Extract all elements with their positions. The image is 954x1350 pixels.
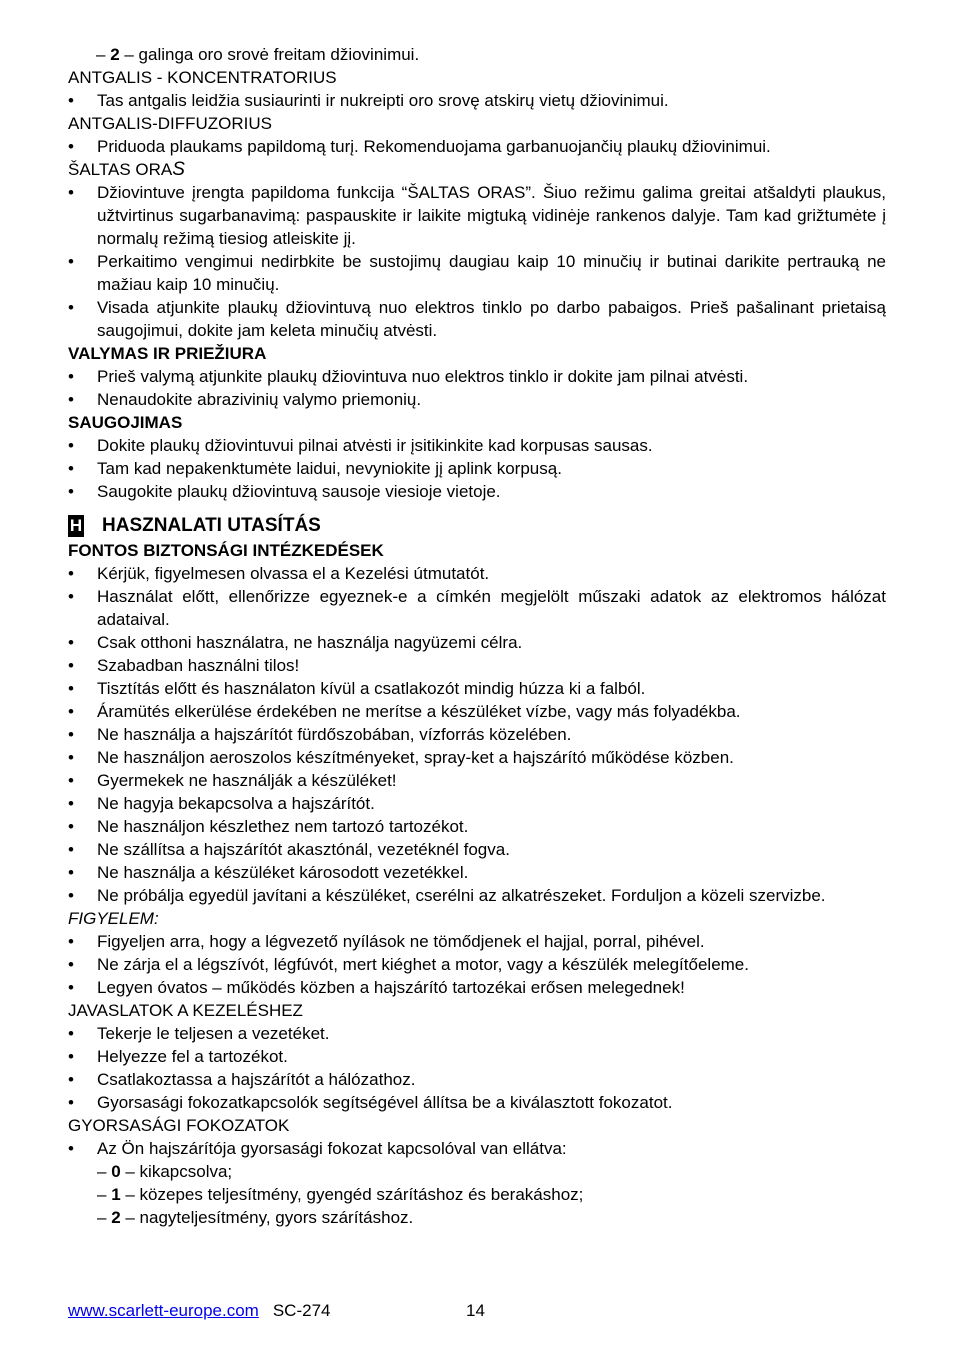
bullet-icon: • [68, 633, 74, 652]
bullet-icon: • [68, 564, 74, 583]
list-item: • Használat előtt, ellenőrizze egyeznek-e a címkén megjelölt műszaki adatok az elektromos hálózat adataival. [68, 587, 886, 629]
bullet-icon: • [68, 459, 74, 478]
list-item: • Figyeljen arra, hogy a légvezető nyílások ne tömődjenek el hajjal, porral, pihével. [68, 932, 705, 951]
page-number: 14 [466, 1301, 485, 1320]
bullet-icon: • [68, 817, 74, 836]
bullet-icon: • [68, 840, 74, 859]
list-item: • Ne szállítsa a hajszárítót akasztónál, vezetéknél fogva. [68, 840, 510, 859]
bullet-icon: • [68, 390, 74, 409]
manual-page [68, 43, 886, 1229]
bullet-icon: • [68, 1070, 74, 1089]
website-link[interactable]: www.scarlett-europe.com [68, 1301, 259, 1320]
bullet-icon: • [68, 863, 74, 882]
bullet-icon: • [68, 748, 74, 767]
bullet-icon: • [68, 298, 74, 317]
bullet-icon: • [68, 794, 74, 813]
list-item: • Gyermekek ne használják a készüléket! [68, 771, 397, 790]
list-item: • Csatlakoztassa a hajszárítót a hálózathoz. [68, 1070, 416, 1089]
storage-heading: SAUGOJIMAS [68, 413, 183, 432]
list-item: • Ne használjon aeroszolos készítményeket, spray-ket a hajszárító működése közben. [68, 748, 734, 767]
model-number: SC-274 [272, 1301, 331, 1320]
list-item: • Legyen óvatos – működés közben a hajszárító tartozékai erősen melegednek! [68, 978, 685, 997]
bullet-icon: • [68, 482, 74, 501]
list-item: • Helyezze fel a tartozékot. [68, 1047, 288, 1066]
bullet-icon: • [68, 137, 74, 156]
bullet-icon: • [68, 91, 74, 110]
list-item: • Saugokite plaukų džiovintuvą sausoje viesioje vietoje. [68, 482, 501, 501]
list-item: • Perkaitimo vengimui nedirbkite be sustojimų daugiau kaip 10 minučių ir butinai darikite pertrauką ne mažiau kaip 10 minučių. [68, 252, 886, 294]
list-item: • Áramütés elkerülése érdekében ne merítse a készüléket vízbe, vagy más folyadékba. [68, 702, 741, 721]
bullet-icon: • [68, 1047, 74, 1066]
bullet-icon: • [68, 886, 74, 905]
list-item: • Tas antgalis leidžia susiaurinti ir nukreipti oro srovę atskirų vietų džiovinimui. [68, 91, 669, 110]
list-item: • Priduoda plaukams papildomą turį. Rekomenduojama garbanuojančių plaukų džiovinimui. [68, 137, 771, 156]
list-item: • Szabadban használni tilos! [68, 656, 300, 675]
bullet-icon: • [68, 1093, 74, 1112]
section-title [68, 513, 886, 539]
list-item: • Csak otthoni használatra, ne használja nagyüzemi célra. [68, 633, 523, 652]
list-item: • Dokite plaukų džiovintuvui pilnai atvėsti ir įsitikinkite kad korpusas sausas. [68, 436, 653, 455]
speed-level-line: – 2 – galinga oro srovė freitam džiovinimui. [96, 45, 420, 64]
speed-level-line: – 1 – közepes teljesítmény, gyengéd szárításhoz és berakáshoz; [97, 1185, 584, 1204]
list-item: • Nenaudokite abrazivinių valymo priemonių. [68, 390, 422, 409]
bullet-icon: • [68, 656, 74, 675]
list-item: • Ne használjon készlethez nem tartozó tartozékot. [68, 817, 469, 836]
list-item: • Ne használja a készüléket károsodott vezetékkel. [68, 863, 469, 882]
list-item: • Tekerje le teljesen a vezetéket. [68, 1024, 330, 1043]
bullet-icon: • [68, 367, 74, 386]
bullet-icon: • [68, 436, 74, 455]
diffuser-heading: ANTGALIS-DIFFUZORIUS [68, 114, 273, 133]
speed-level-line: – 2 – nagyteljesítmény, gyors szárításhoz. [97, 1208, 414, 1227]
list-item: • Visada atjunkite plaukų džiovintuvą nuo elektros tinklo po darbo pabaigos. Prieš pašalinant prietaisą saugojimui, dokite jam keleta minučių atvėsti. [68, 298, 886, 340]
list-item: • Ne próbálja egyedül javítani a készüléket, cserélni az alkatrészeket. Forduljon a közeli szervizbe. [68, 886, 826, 905]
bullet-icon: • [68, 932, 74, 951]
list-item: • Ne használja a hajszárítót fürdőszobában, vízforrás közelében. [68, 725, 572, 744]
page-title: HASZNALATI UTASÍTÁS [102, 515, 321, 536]
bullet-icon: • [68, 183, 74, 202]
warning-heading: FIGYELEM: [68, 909, 159, 928]
bullet-icon: • [68, 771, 74, 790]
tips-heading: JAVASLATOK A KEZELÉSHEZ [68, 1001, 303, 1020]
bullet-icon: • [68, 587, 74, 606]
bullet-icon: • [68, 725, 74, 744]
list-item: • Prieš valymą atjunkite plaukų džiovintuva nuo elektros tinklo ir dokite jam pilnai atvėsti. [68, 367, 749, 386]
cleaning-heading: VALYMAS IR PRIEŽIURA [68, 344, 267, 363]
speed-heading: GYORSASÁGI FOKOZATOK [68, 1116, 290, 1135]
speed-level-line: – 0 – kikapcsolva; [97, 1162, 233, 1181]
bullet-icon: • [68, 1024, 74, 1043]
language-badge: H [69, 516, 83, 535]
speed-number: 2 [110, 45, 120, 64]
list-item: • Džiovintuve įrengta papildoma funkcija “ŠALTAS ORAS”. Šiuo režimu galima greitai atšaldyti plaukus, užtvirtinus sugarbanavimą: paspauskite ir laikite migtuką vidinėje rankenos dalyje. Tam kad grižtumėte į normalų režimą tiesiog atleiskite jį. [68, 183, 886, 248]
list-item: • Tam kad nepakenktumėte laidui, nevyniokite jį aplink korpusą. [68, 459, 562, 478]
bullet-icon: • [68, 978, 74, 997]
speed-description: – galinga oro srovė freitam džiovinimui. [119, 45, 420, 64]
bullet-icon: • [68, 252, 74, 271]
bullet-icon: • [68, 955, 74, 974]
bullet-icon: • [68, 1139, 74, 1158]
bullet-icon: • [68, 679, 74, 698]
concentrator-heading: ANTGALIS - KONCENTRATORIUS [68, 68, 337, 87]
list-item: • Kérjük, figyelmesen olvassa el a Kezelési útmutatót. [68, 564, 490, 583]
list-item: • Ne hagyja bekapcsolva a hajszárítót. [68, 794, 375, 813]
list-item: • Ne zárja el a légszívót, légfúvót, mert kiéghet a motor, vagy a készülék melegítőeleme. [68, 955, 749, 974]
bullet-icon: • [68, 702, 74, 721]
page-footer [68, 1300, 485, 1322]
cold-air-heading: ŠALTAS ORAS [68, 159, 185, 180]
list-item: • Tisztítás előtt és használaton kívül a csatlakozót mindig húzza ki a falból. [68, 679, 646, 698]
list-item: • Gyorsasági fokozatkapcsolók segítségével állítsa be a kiválasztott fokozatot. [68, 1093, 673, 1112]
list-item: • Az Ön hajszárítója gyorsasági fokozat kapcsolóval van ellátva: [68, 1139, 567, 1158]
safety-heading: FONTOS BIZTONSÁGI INTÉZKEDÉSEK [68, 541, 384, 560]
